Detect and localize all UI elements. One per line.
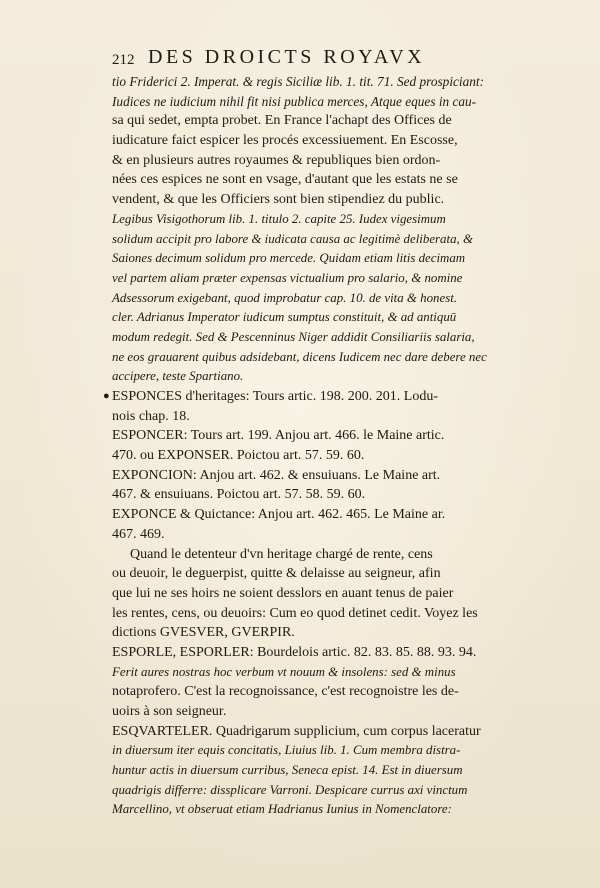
text-line: solidum accipit pro labore & iudicata causa ac legitimè deliberata, & [112, 231, 474, 246]
text-line: cler. Adrianus Imperator iudicum sumptus constituit, & ad antiquū [112, 310, 457, 325]
text-line: Saiones decimum solidum pro mercede. Quidam etiam litis decimam [112, 251, 466, 266]
text-line: que lui ne ses hoirs ne soient desslors en auant tenus de paier [112, 585, 454, 601]
running-head: DES DROICTS ROYAVX [148, 46, 426, 68]
text-line: 467. 469. [112, 526, 165, 542]
text-line: uoirs à son seigneur. [112, 704, 227, 719]
text-line: sa qui sedet, empta probet. En France l'achapt des Offices de [112, 113, 452, 129]
text-line: Iudices ne iudicium nihil fit nisi publica merces, Atque eques in cau- [112, 93, 477, 109]
text-line: 467. & ensuiuans. Poictou art. 57. 58. 59. 60. [112, 487, 366, 503]
text-line: ou deuoir, le deguerpist, quitte & delaisse au seigneur, afin [112, 566, 441, 582]
text-line: quadrigis differre: dissplicare Varroni. Despicare currus axi vinctum [112, 782, 468, 797]
text-line: tio Friderici 2. Imperat. & regis Siciliæ lib. 1. tit. 71. Sed prospiciant: [112, 74, 485, 89]
text-line: EXPONCE & Quictance: Anjou art. 462. 465. Le Maine ar. [112, 507, 446, 523]
text-line: modum redegit. Sed & Pescenninus Niger addidit Consiliariis salaria, [112, 329, 475, 344]
text-line: ESPONCES d'heritages: Tours artic. 198. 200. 201. Lodu- [112, 389, 438, 404]
text-line: 470. ou EXPONSER. Poictou art. 57. 59. 60. [112, 448, 365, 464]
text-line: vendent, & que les Officiers sont bien stipendiez du public. [112, 192, 445, 208]
text-line: & en plusieurs autres royaumes & republiques bien ordon- [112, 152, 441, 168]
text-line: nées ces espices ne sont en vsage, d'autant que les estats ne se [112, 172, 458, 188]
text-line: Quand le detenteur d'vn heritage chargé de rente, cens [130, 546, 433, 562]
text-line: Ferit aures nostras hoc verbum vt nouum & insolens: sed & minus [112, 664, 456, 679]
text-line: Legibus Visigothorum lib. 1. titulo 2. capite 25. Iudex vigesimum [112, 211, 446, 226]
text-line: EXPONCION: Anjou art. 462. & ensuiuans. Le Maine art. [112, 467, 441, 483]
text-line: iudicature faict espicer les procés excessiuement. En Escosse, [112, 133, 458, 149]
text-line: dictions GVESVER, GVERPIR. [112, 625, 295, 641]
entry-esponces [103, 387, 530, 407]
text-line: vel partem aliam præter expensas victualium pro salario, & nomine [112, 270, 463, 285]
page-number: 212 [112, 52, 135, 68]
bullet-icon: ● [103, 390, 110, 402]
text-line: Adsessorum exigebant, quod improbatur cap. 10. de vita & honest. [112, 290, 458, 305]
text-line: accipere, teste Spartiano. [112, 369, 244, 384]
text-line: ne eos grauarent quibus adsidebant, dicens Iudicem nec dare debere nec [112, 349, 487, 364]
text-line: Marcellino, vt obseruat etiam Hadrianus Iunius in Nomenclatore: [112, 802, 452, 817]
text-line: in diuersum iter equis concitatis, Liuius lib. 1. Cum membra distra- [112, 743, 461, 758]
text-line: les rentes, cens, ou deuoirs: Cum eo quod detinet cedit. Voyez les [112, 605, 478, 621]
text-line: huntur actis in diuersum curribus, Seneca epist. 14. Est in diuersum [112, 763, 463, 778]
page-header [112, 46, 532, 70]
text-line: notaprofero. C'est la recognoissance, c'est recognoistre les de- [112, 684, 459, 700]
text-line: ESQVARTELER. Quadrigarum supplicium, cum corpus laceratur [112, 723, 481, 739]
text-line: ESPORLE, ESPORLER: Bourdelois artic. 82. 83. 85. 88. 93. 94. [112, 644, 477, 660]
text-line: ESPONCER: Tours art. 199. Anjou art. 466. le Maine artic. [112, 428, 445, 444]
text-line: nois chap. 18. [112, 408, 190, 424]
body-text [103, 72, 530, 820]
